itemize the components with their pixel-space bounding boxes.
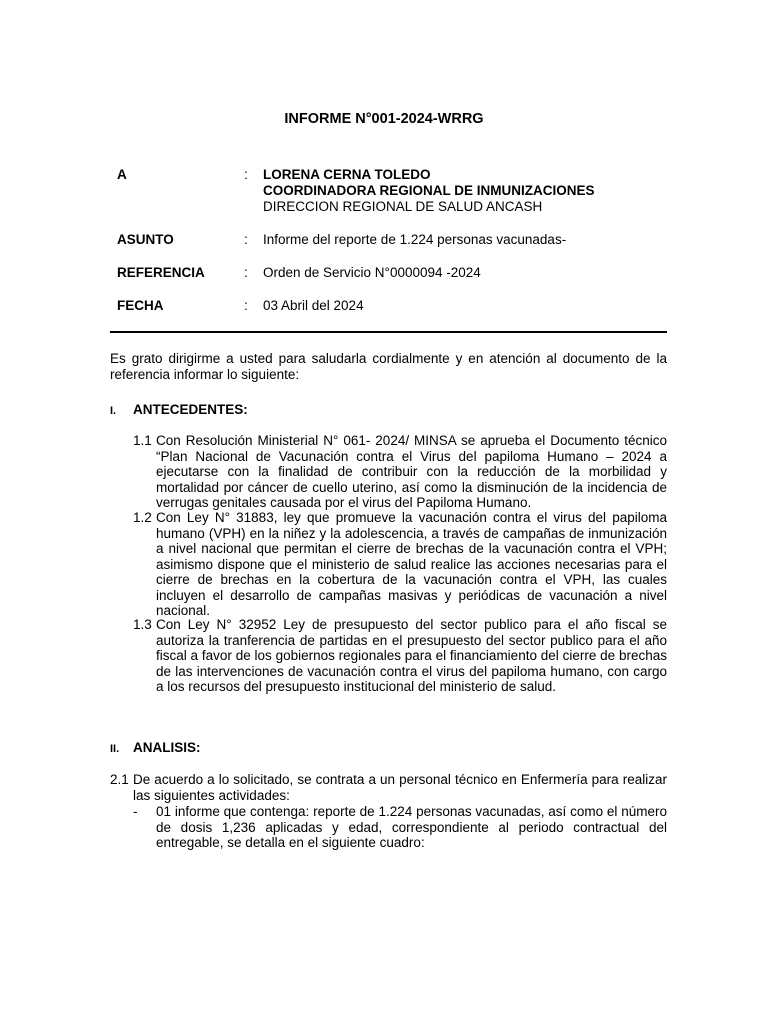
item-number: 1.2 [133, 510, 152, 525]
reference-value: Orden de Servicio N°0000094 -2024 [263, 265, 481, 280]
to-org: DIRECCION REGIONAL DE SALUD ANCASH [263, 199, 543, 214]
section-antecedentes-heading [110, 402, 248, 419]
to-label: A [117, 167, 127, 182]
item-text: Con Ley N° 31883, ley que promueve la vacunación contra el virus del papiloma humano (VPH) en la niñez y la adolescencia, a través de campañas de inmunización a nivel nacional que permitan el cierre de brechas de la vacunación contra el VPH; asimismo dispone que el ministerio de salud realice las acciones necesarias para el cierre de brechas en la cobertura de la vacunación contra el VPH, las cuales incluyen el desarrollo de campañas masivas y periódicas de vacunación a nivel nacional. [156, 510, 667, 618]
list-item-2-1 [110, 772, 667, 803]
to-role: COORDINADORA REGIONAL DE INMUNIZACIONES [263, 183, 595, 198]
item-text: De acuerdo a lo solicitado, se contrata a un personal técnico en Enfermería para realizar las siguientes actividades: [133, 772, 667, 803]
date-label: FECHA [117, 298, 164, 313]
item-number: 1.1 [133, 433, 152, 448]
subject-colon: : [244, 232, 248, 247]
subject-label: ASUNTO [117, 232, 174, 247]
list-item-1-1 [133, 433, 667, 511]
list-item-1-2 [133, 510, 667, 619]
date-value: 03 Abril del 2024 [263, 298, 364, 313]
to-colon: : [244, 167, 248, 182]
date-colon: : [244, 298, 248, 313]
section-analisis-heading [110, 740, 201, 757]
subject-value: Informe del reporte de 1.224 personas vacunadas- [263, 232, 567, 247]
bullet-text: 01 informe que contenga: reporte de 1.224 personas vacunadas, así como el número de dosis 1,236 aplicadas y edad, correspondiente al periodo contractual del entregable, se detalla en el siguiente cuadro: [156, 804, 667, 850]
section-number: II. [110, 743, 120, 755]
list-item-1-3 [133, 617, 667, 695]
reference-colon: : [244, 265, 248, 280]
item-text: Con Resolución Ministerial N° 061- 2024/ MINSA se aprueba el Documento técnico “Plan Nacional de Vacunación contra el Virus del papiloma Humano – 2024 a ejecutarse con la finalidad de contribuir con la reducción de la morbilidad y mortalidad por cáncer de cuello uterino, así como la disminución de la incidencia de verrugas genitales causada por el virus del Papiloma Humano. [156, 433, 667, 510]
section-title: ANTECEDENTES: [133, 402, 248, 417]
section-title: ANALISIS: [133, 740, 201, 755]
section-number: I. [110, 405, 117, 417]
document-title: INFORME N°001-2024-WRRG [284, 111, 484, 127]
reference-label: REFERENCIA [117, 265, 205, 280]
bullet-dash: - [133, 804, 138, 819]
to-name: LORENA CERNA TOLEDO [263, 167, 431, 182]
bullet-item [133, 804, 667, 851]
header-divider [110, 331, 667, 333]
item-text: Con Ley N° 32952 Ley de presupuesto del sector publico para el año fiscal se autoriza la tranferencia de partidas en el presupuesto del sector publico para el año fiscal a favor de los gobiernos regionales para el financiamiento del cierre de brechas de las intervenciones de vacunación contra el virus del papiloma humano, con cargo a los recursos del presupuesto institucional del ministerio de salud. [156, 617, 667, 694]
item-number: 1.3 [133, 617, 152, 632]
intro-paragraph: Es grato dirigirme a usted para saludarla cordialmente y en atención al documento de la referencia informar lo siguiente: [110, 351, 667, 382]
item-number: 2.1 [110, 772, 129, 787]
